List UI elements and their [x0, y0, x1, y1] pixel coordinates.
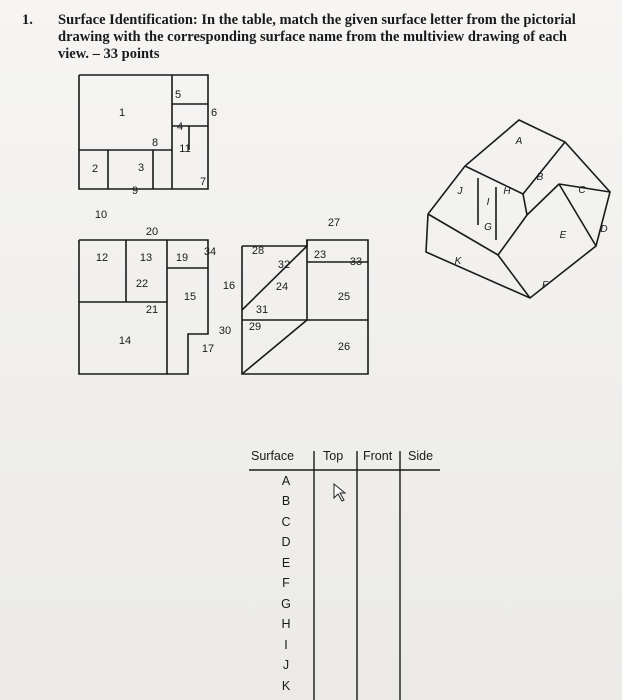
label-24: 24: [275, 281, 289, 293]
label-26: 26: [337, 341, 351, 353]
row-surface-b: B: [281, 494, 291, 508]
row-surface-k: K: [281, 679, 291, 693]
label-F: F: [541, 280, 549, 291]
label-J: J: [457, 186, 463, 197]
question-title: Surface Identification:: [58, 12, 198, 28]
label-33: 33: [349, 256, 363, 268]
label-5: 5: [174, 89, 182, 101]
header-side: Side: [408, 449, 434, 463]
row-surface-c: C: [281, 515, 291, 529]
question-number: 1.: [22, 12, 33, 28]
label-30: 30: [218, 325, 232, 337]
label-22: 22: [135, 278, 149, 290]
label-11: 11: [179, 143, 191, 155]
label-C: C: [578, 185, 586, 196]
label-6: 6: [210, 107, 218, 119]
top-view-labels: [92, 89, 217, 221]
label-15: 15: [183, 291, 197, 303]
label-14: 14: [118, 335, 132, 347]
label-13: 13: [139, 252, 153, 264]
label-34: 34: [203, 246, 217, 258]
label-29: 29: [248, 321, 262, 333]
row-surface-g: G: [281, 597, 291, 611]
row-surface-j: J: [282, 658, 290, 672]
header-front: Front: [363, 449, 393, 463]
label-19: 19: [175, 252, 189, 264]
label-8: 8: [151, 137, 159, 149]
label-K: K: [454, 256, 462, 267]
label-16: 16: [222, 280, 236, 292]
row-surface-f: F: [282, 576, 290, 590]
row-surface-a: A: [281, 474, 291, 488]
label-21: 21: [145, 304, 159, 316]
label-28: 28: [251, 245, 265, 257]
row-surface-h: H: [281, 617, 291, 631]
label-17: 17: [201, 343, 215, 355]
label-E: E: [559, 230, 567, 241]
label-3: 3: [137, 162, 145, 174]
label-7: 7: [199, 176, 207, 188]
label-12: 12: [95, 252, 109, 264]
header-top: Top: [323, 449, 344, 463]
label-B: B: [536, 172, 544, 183]
row-surface-e: E: [281, 556, 291, 570]
label-27: 27: [327, 217, 341, 229]
question-instructions: In the table, match the given surface letter from the pictorial drawing with the corresponding surface name from the multiview drawing of each view. – 33 points: [58, 12, 576, 62]
label-10: 10: [94, 209, 108, 221]
side-view-labels: [219, 217, 362, 353]
label-H: H: [503, 186, 511, 197]
label-25: 25: [337, 291, 351, 303]
label-9: 9: [131, 185, 139, 197]
label-20: 20: [145, 226, 159, 238]
label-32: 32: [277, 259, 291, 271]
label-31: 31: [255, 304, 269, 316]
front-view-labels: [96, 226, 235, 355]
label-2: 2: [91, 163, 99, 175]
row-surface-d: D: [281, 535, 291, 549]
label-I: I: [486, 197, 490, 208]
label-D: D: [600, 224, 608, 235]
label-G: G: [484, 222, 492, 233]
mouse-cursor-icon: [334, 484, 345, 501]
row-surface-i: I: [284, 638, 288, 652]
label-A: A: [515, 136, 523, 147]
label-4: 4: [176, 121, 184, 133]
header-surface: Surface: [251, 449, 295, 463]
label-1: 1: [118, 107, 126, 119]
label-23: 23: [313, 249, 327, 261]
